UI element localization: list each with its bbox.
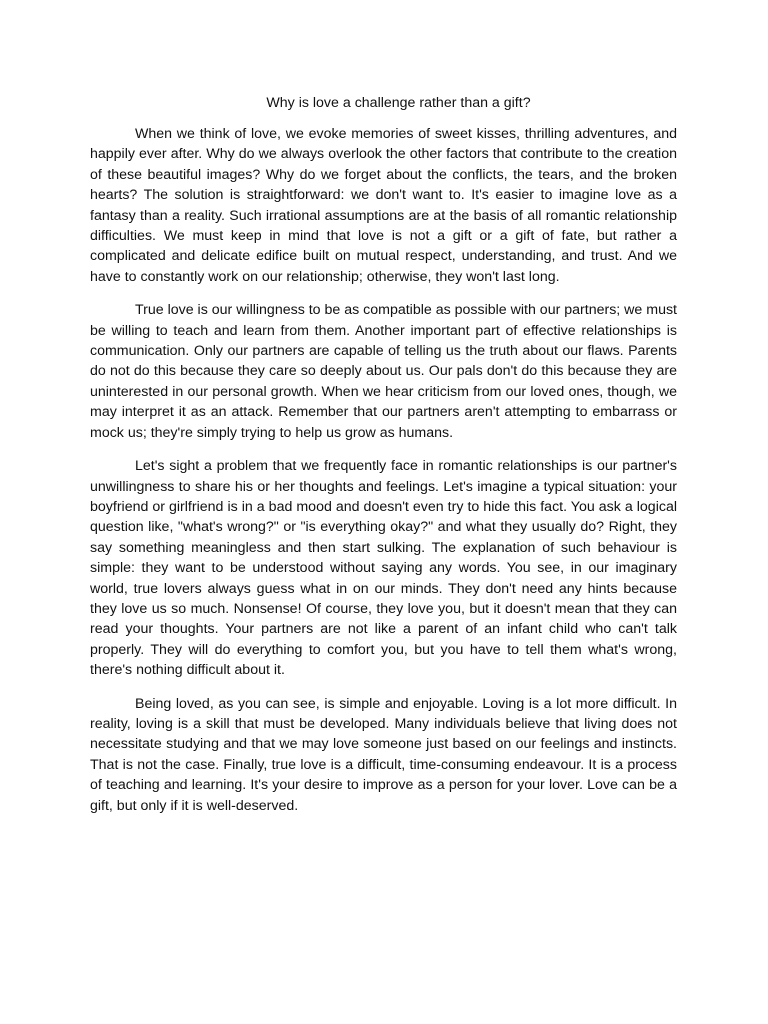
document-page bbox=[90, 93, 677, 829]
paragraph-1: When we think of love, we evoke memories of sweet kisses, thrilling adventures, and happily ever after. Why do we always overlook the other factors that contribute to the creation of these beautiful images? Why do we forget about the conflicts, the tears, and the broken hearts? The solution is straightforward: we don't want to. It's easier to imagine love as a fantasy than a reality. Such irrational assumptions are at the basis of all romantic relationship difficulties. We must keep in mind that love is not a gift or a gift of fate, but rather a complicated and delicate edifice built on mutual respect, understanding, and trust. And we have to constantly work on our relationship; otherwise, they won't last long. bbox=[90, 126, 677, 285]
paragraph-4: Being loved, as you can see, is simple and enjoyable. Loving is a lot more difficult. In reality, loving is a skill that must be developed. Many individuals believe that living does not necessitate studying and that we may love someone just based on our feelings and instincts. That is not the case. Finally, true love is a difficult, time-consuming endeavour. It is a process of teaching and learning. It's your desire to improve as a person for your lover. Love can be a gift, but only if it is well-deserved. bbox=[90, 695, 677, 814]
document-title: Why is love a challenge rather than a gift? bbox=[266, 95, 531, 111]
paragraph-3: Let's sight a problem that we frequently face in romantic relationships is our partner's unwillingness to share his or her thoughts and feelings. Let's imagine a typical situation: your boyfriend or girlfriend is in a bad mood and doesn't even try to hide this fact. You ask a logical question like, "what's wrong?" or "is everything okay?" and what they usually do? Right, they say something meaningless and then start sulking. The explanation of such behaviour is simple: they want to be understood without saying any words. You see, in our imaginary world, true lovers always guess what in on our minds. They don't need any hints because they love us so much. Nonsense! Of course, they love you, but it doesn't mean that they can read your thoughts. Your partners are not like a parent of an infant child who can't talk properly. They will do everything to comfort you, but you have to tell them what's wrong, there's nothing difficult about it. bbox=[90, 458, 677, 679]
paragraph-2: True love is our willingness to be as compatible as possible with our partners; we must be willing to teach and learn from them. Another important part of effective relationships is communication. Only our partners are capable of telling us the truth about our flaws. Parents do not do this because they care so deeply about us. Our pals don't do this because they are uninterested in our personal growth. When we hear criticism from our loved ones, though, we may interpret it as an attack. Remember that our partners aren't attempting to embarrass or mock us; they're simply trying to help us grow as humans. bbox=[90, 302, 677, 441]
